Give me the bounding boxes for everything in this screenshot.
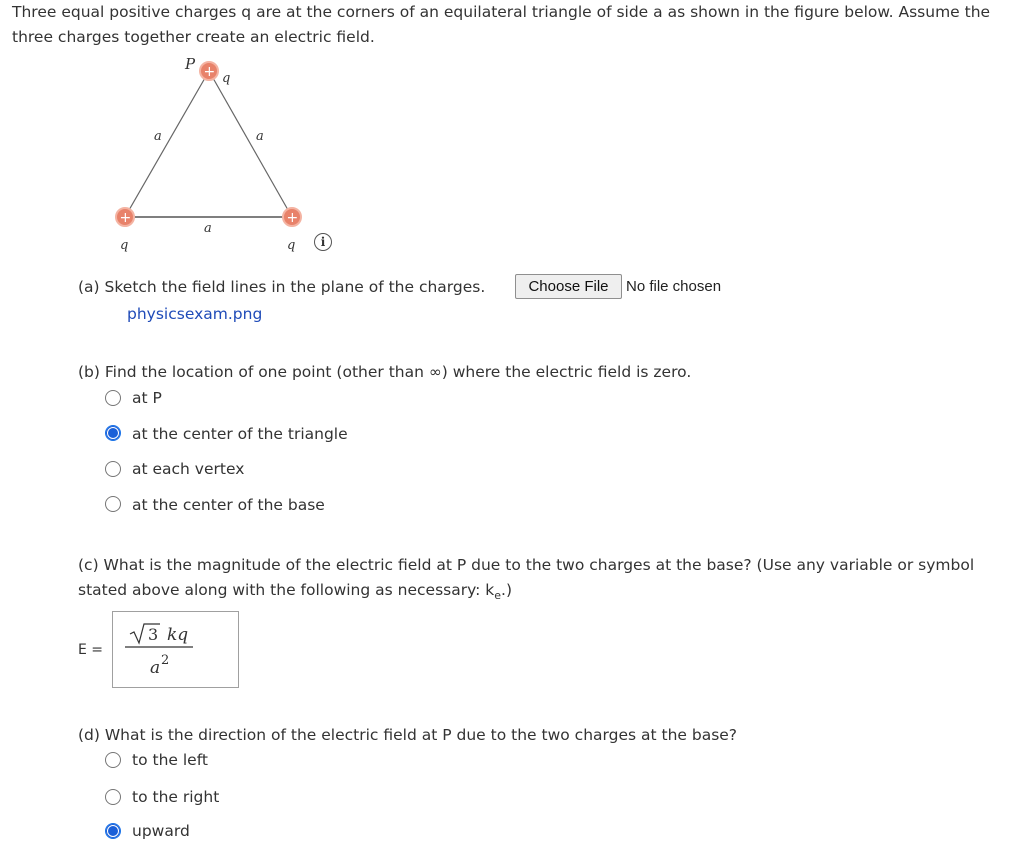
part-c-question-line1: (c) What is the magnitude of the electric field at P due to the two charges at the base? (Use any variable or symbol bbox=[78, 556, 975, 574]
radio-upward[interactable] bbox=[105, 823, 121, 839]
part-b-question: (b) Find the location of one point (other than ∞) where the electric field is zero. bbox=[78, 363, 692, 381]
svg-text:kq: kq bbox=[167, 625, 189, 645]
label-P: P bbox=[185, 55, 196, 73]
option-label: at each vertex bbox=[132, 460, 245, 478]
triangle-right-side bbox=[209, 71, 292, 217]
label-a-right: a bbox=[256, 129, 264, 144]
svg-text:+: + bbox=[286, 210, 299, 226]
svg-text:3: 3 bbox=[148, 625, 159, 644]
part-d-question: (d) What is the direction of the electric field at P due to the two charges at the base? bbox=[78, 726, 738, 744]
radio-to-right[interactable] bbox=[105, 789, 121, 805]
radio-center-base[interactable] bbox=[105, 496, 121, 512]
answer-box[interactable] bbox=[112, 611, 239, 688]
radio-center-triangle[interactable] bbox=[105, 425, 121, 441]
field-label: E = bbox=[78, 642, 104, 658]
label-a-left: a bbox=[154, 129, 162, 144]
part-c-question-line2: stated above along with the following as necessary: $k_e$.) bbox=[78, 581, 513, 603]
radio-each-vertex[interactable] bbox=[105, 461, 121, 477]
charge-top bbox=[200, 62, 218, 80]
label-a-base: a bbox=[204, 221, 212, 236]
problem-intro: Three equal positive charges q are at the corners of an equilateral triangle of side a as shown in the figure below. Assume the three charges together create an electric field. bbox=[12, 3, 991, 46]
option-label: at P bbox=[132, 389, 162, 407]
option-label: at the center of the triangle bbox=[132, 425, 348, 443]
radio-to-left[interactable] bbox=[105, 752, 121, 768]
svg-text:+: + bbox=[203, 64, 216, 80]
svg-text:2: 2 bbox=[161, 653, 170, 668]
info-icon[interactable]: i bbox=[314, 233, 332, 251]
charge-bottom-left bbox=[116, 208, 134, 226]
no-file-text: No file chosen bbox=[626, 278, 722, 295]
answer-fraction bbox=[113, 612, 238, 687]
option-label: upward bbox=[132, 822, 190, 840]
label-q-left: q bbox=[120, 238, 129, 253]
label-q-top: q bbox=[222, 71, 231, 86]
svg-text:a: a bbox=[150, 658, 161, 678]
triangle-left-side bbox=[125, 71, 209, 217]
part-a-question: (a) Sketch the field lines in the plane of the charges. bbox=[78, 278, 486, 296]
label-q-right: q bbox=[287, 238, 296, 253]
choose-file-button[interactable]: Choose File bbox=[515, 274, 622, 299]
svg-text:+: + bbox=[119, 210, 132, 226]
option-label: to the left bbox=[132, 751, 208, 769]
option-label: at the center of the base bbox=[132, 496, 325, 514]
uploaded-file-link[interactable]: physicsexam.png bbox=[127, 305, 263, 323]
charge-bottom-right bbox=[283, 208, 301, 226]
radio-at-p[interactable] bbox=[105, 390, 121, 406]
triangle-figure bbox=[100, 52, 350, 262]
option-label: to the right bbox=[132, 788, 220, 806]
